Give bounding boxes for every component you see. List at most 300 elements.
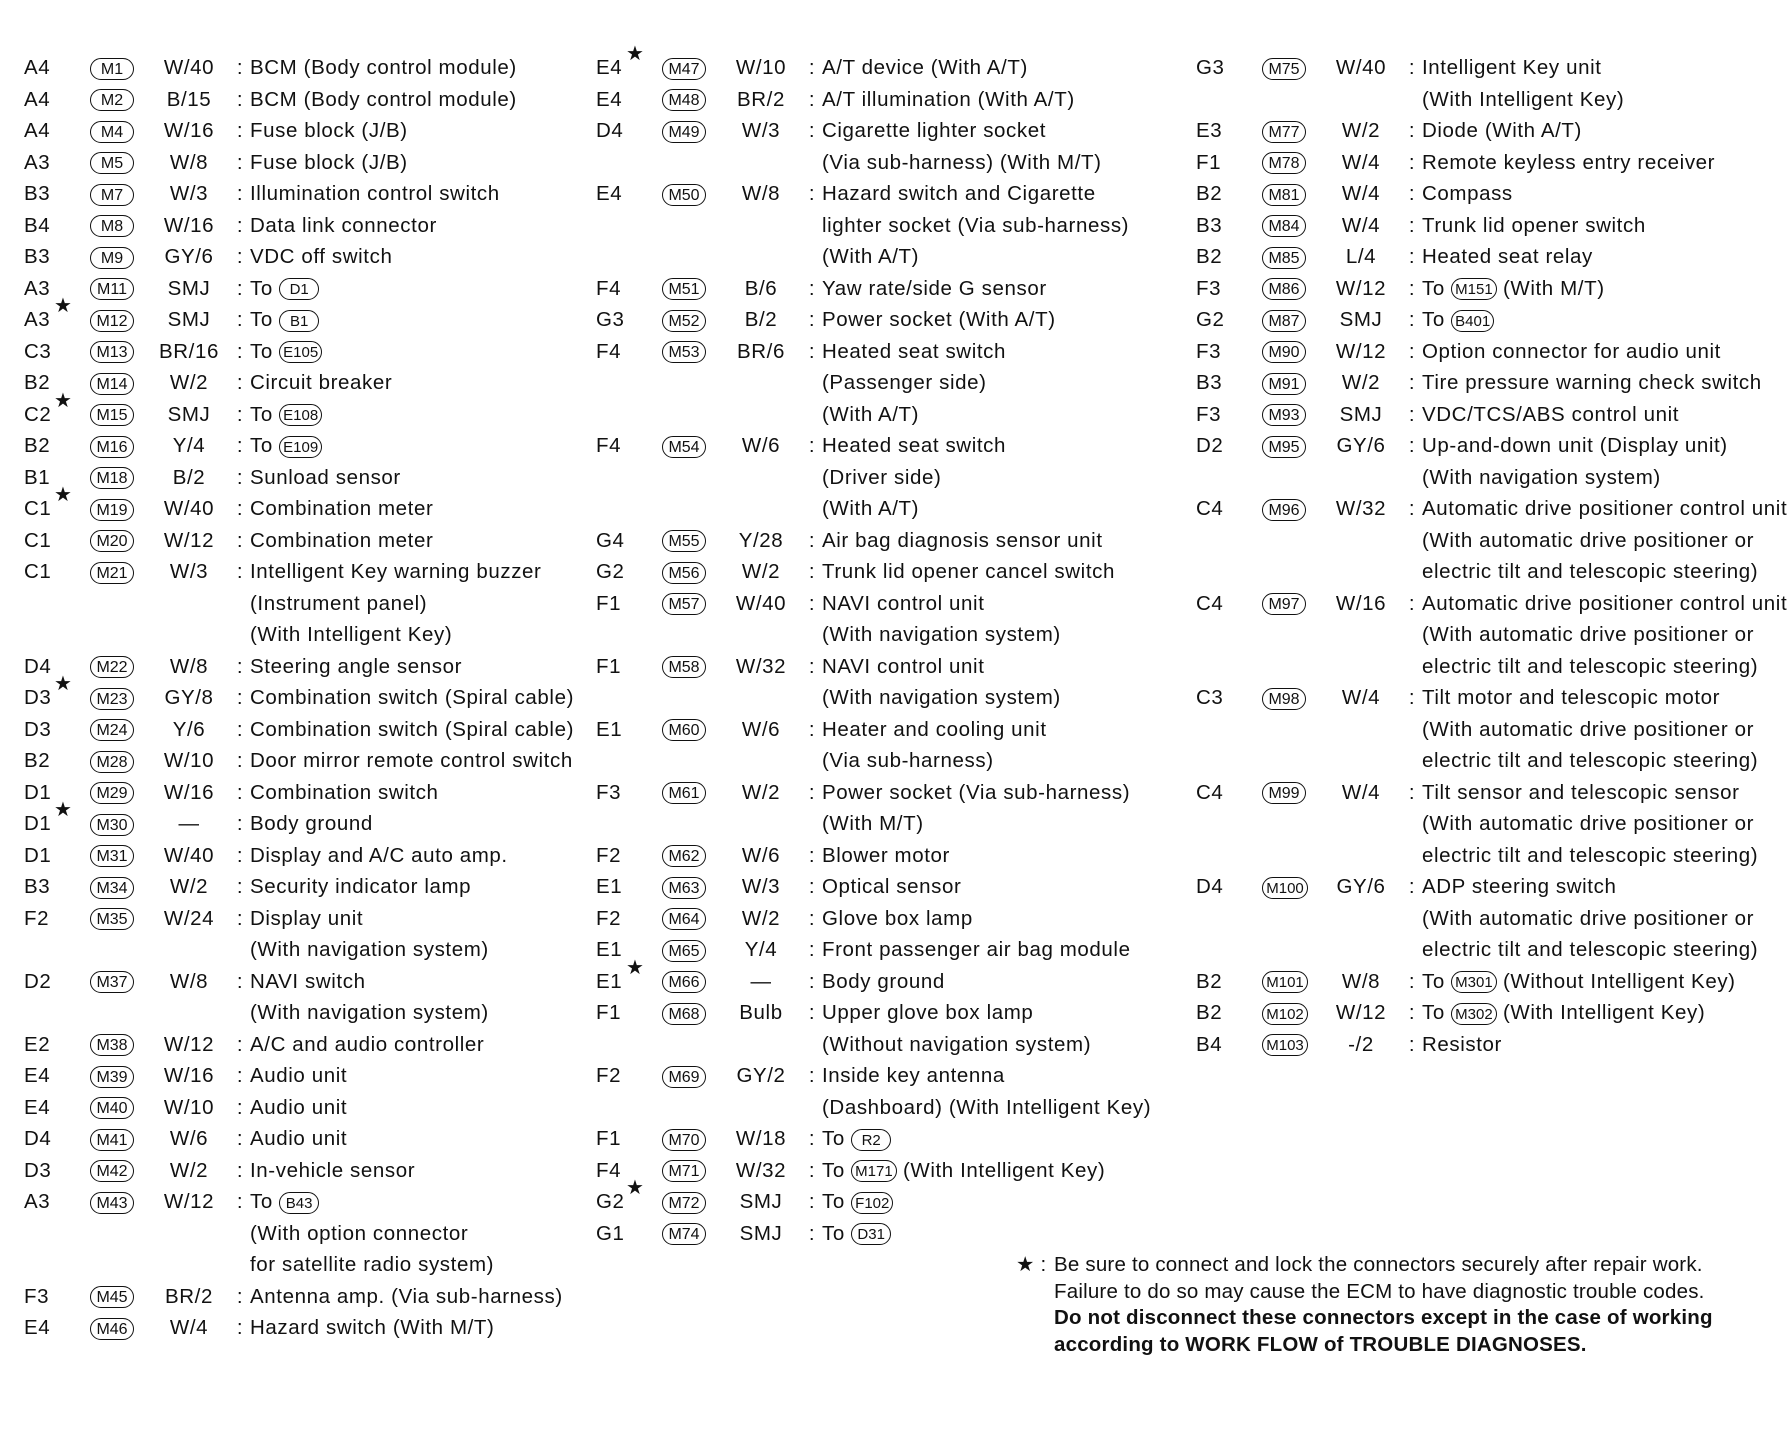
star-cell bbox=[64, 871, 90, 903]
connector-cell bbox=[90, 1092, 148, 1124]
star-cell bbox=[1236, 241, 1262, 273]
connector-number: M45 bbox=[90, 1286, 134, 1308]
description bbox=[250, 871, 584, 903]
description bbox=[250, 1092, 584, 1124]
star-cell bbox=[64, 1092, 90, 1124]
connector-number: M54 bbox=[662, 436, 706, 458]
target-connector: F102 bbox=[851, 1192, 893, 1214]
description-line: (With option connector bbox=[250, 1221, 469, 1245]
wire-spec: W/10 bbox=[163, 1095, 215, 1119]
description bbox=[250, 651, 584, 683]
description bbox=[822, 966, 1176, 998]
wire-spec: W/16 bbox=[163, 119, 215, 142]
description-line: To M301 (Without Intelligent Key) bbox=[1422, 969, 1736, 993]
description bbox=[822, 1060, 1176, 1123]
connector-number: M52 bbox=[662, 310, 706, 332]
wire-spec: W/4 bbox=[1341, 213, 1381, 237]
connector-entry bbox=[596, 1155, 1176, 1187]
wire-spec: SMJ bbox=[1339, 402, 1383, 426]
connector-entry bbox=[24, 1281, 584, 1313]
description bbox=[250, 1029, 584, 1061]
separator: : bbox=[808, 1190, 816, 1213]
connector-cell bbox=[1262, 304, 1320, 336]
star-cell bbox=[1236, 682, 1262, 777]
star-cell bbox=[1236, 430, 1262, 493]
description bbox=[1422, 178, 1786, 210]
connector-entry bbox=[24, 745, 584, 777]
wire-spec: W/6 bbox=[169, 1127, 209, 1150]
description bbox=[250, 1123, 584, 1155]
description-line: To E109 bbox=[250, 430, 584, 462]
description bbox=[250, 1186, 584, 1281]
connector-number: M12 bbox=[90, 310, 134, 332]
separator: : bbox=[1408, 591, 1416, 615]
separator: : bbox=[236, 182, 244, 205]
target-note: (Without Intelligent Key) bbox=[1496, 969, 1736, 993]
wire-spec: L/4 bbox=[1345, 245, 1377, 268]
star-cell bbox=[54, 295, 90, 336]
connector-entry bbox=[596, 556, 1176, 588]
star-cell bbox=[636, 525, 662, 557]
connector-entry bbox=[596, 84, 1176, 116]
description-line: In-vehicle sensor bbox=[250, 1158, 416, 1182]
separator: : bbox=[236, 1095, 244, 1119]
star-icon: ★ bbox=[626, 1177, 645, 1199]
wire-spec: SMJ bbox=[167, 276, 211, 300]
description-line: Hazard switch and Cigarette bbox=[822, 182, 1096, 205]
connector-cell bbox=[662, 178, 720, 273]
connector-list-column-3 bbox=[1196, 52, 1786, 1060]
description-line: Fuse block (J/B) bbox=[250, 150, 408, 174]
description bbox=[250, 430, 584, 462]
connector-cell bbox=[90, 966, 148, 1029]
connector-cell bbox=[90, 147, 148, 179]
connector-number: M47 bbox=[662, 58, 706, 80]
description bbox=[250, 115, 584, 147]
description-line: Display and A/C auto amp. bbox=[250, 843, 508, 867]
grid-location: F3 bbox=[1196, 276, 1222, 300]
connector-cell bbox=[90, 903, 148, 966]
description bbox=[822, 1123, 1176, 1155]
connector-entry bbox=[1196, 966, 1786, 998]
grid-location: F1 bbox=[596, 591, 622, 615]
connector-cell bbox=[662, 588, 720, 651]
description bbox=[250, 1155, 584, 1187]
target-connector: M171 bbox=[851, 1160, 897, 1182]
grid-location: A4 bbox=[24, 87, 51, 111]
grid-location: F3 bbox=[24, 1284, 50, 1308]
grid-location: G2 bbox=[596, 1190, 625, 1213]
target-connector: R2 bbox=[851, 1129, 891, 1151]
wire-spec: — bbox=[178, 812, 200, 835]
wire-spec: W/2 bbox=[169, 371, 209, 394]
description bbox=[250, 1312, 584, 1344]
connector-entry bbox=[24, 241, 584, 273]
separator: : bbox=[808, 1001, 816, 1024]
connector-cell bbox=[90, 714, 148, 746]
description-line: Combination meter bbox=[250, 528, 434, 552]
separator: : bbox=[236, 780, 244, 804]
grid-location: B2 bbox=[1196, 969, 1223, 993]
wire-spec: W/3 bbox=[741, 875, 781, 898]
grid-location: A3 bbox=[24, 150, 51, 174]
target-connector: D1 bbox=[279, 278, 319, 300]
description bbox=[822, 52, 1176, 84]
wire-spec: W/2 bbox=[741, 560, 781, 583]
separator: : bbox=[1408, 182, 1416, 205]
connector-number: M23 bbox=[90, 688, 134, 710]
star-cell bbox=[64, 178, 90, 210]
star-icon: ★ bbox=[54, 799, 73, 821]
connector-number: M97 bbox=[1262, 593, 1306, 615]
wire-spec: W/8 bbox=[1341, 969, 1381, 993]
description-line: Body ground bbox=[822, 969, 945, 993]
grid-location: B3 bbox=[1196, 213, 1223, 237]
star-cell bbox=[1236, 115, 1262, 147]
star-cell bbox=[636, 903, 662, 935]
separator: : bbox=[236, 1190, 244, 1213]
description-line: A/T device (With A/T) bbox=[822, 56, 1028, 79]
star-cell bbox=[636, 1218, 662, 1250]
grid-location: F4 bbox=[596, 434, 622, 457]
star-cell bbox=[64, 115, 90, 147]
wire-spec: W/12 bbox=[1335, 339, 1387, 363]
target-connector: D31 bbox=[851, 1223, 891, 1245]
description-line: Yaw rate/side G sensor bbox=[822, 276, 1047, 300]
description-line: (With automatic drive positioner or bbox=[1422, 623, 1755, 646]
wire-spec: W/4 bbox=[1341, 780, 1381, 804]
connector-number: M74 bbox=[662, 1223, 706, 1245]
star-cell bbox=[1236, 588, 1262, 683]
separator: : bbox=[1408, 1001, 1416, 1024]
separator: : bbox=[236, 812, 244, 835]
connector-entry bbox=[24, 1186, 584, 1281]
star-icon: ★ bbox=[54, 389, 73, 412]
connector-cell bbox=[90, 808, 148, 840]
description bbox=[250, 556, 584, 651]
description bbox=[1422, 304, 1786, 336]
separator: : bbox=[236, 465, 244, 489]
connector-entry bbox=[24, 840, 584, 872]
connector-entry bbox=[596, 178, 1176, 273]
connector-number: M19 bbox=[90, 499, 134, 521]
description bbox=[822, 714, 1176, 777]
separator: : bbox=[808, 56, 816, 79]
description-line: Audio unit bbox=[250, 1064, 348, 1087]
connector-cell bbox=[662, 1186, 720, 1218]
connector-number: M18 bbox=[90, 467, 134, 489]
star-cell bbox=[1236, 273, 1262, 305]
description-line: BCM (Body control module) bbox=[250, 56, 517, 79]
description-line: Intelligent Key unit bbox=[1422, 56, 1602, 79]
connector-cell bbox=[90, 1186, 148, 1281]
connector-entry bbox=[596, 336, 1176, 431]
grid-location: C3 bbox=[1196, 686, 1224, 709]
separator: : bbox=[236, 434, 244, 457]
grid-location: C1 bbox=[24, 528, 52, 552]
description-line: Illumination control switch bbox=[250, 182, 500, 205]
connector-cell bbox=[90, 1123, 148, 1155]
grid-location: D2 bbox=[24, 969, 52, 993]
star-cell bbox=[64, 241, 90, 273]
description bbox=[250, 493, 584, 525]
separator: : bbox=[1408, 434, 1416, 457]
connector-cell bbox=[1262, 966, 1320, 998]
description bbox=[1422, 966, 1786, 998]
description bbox=[1422, 210, 1786, 242]
star-cell bbox=[636, 84, 662, 116]
separator: : bbox=[236, 308, 244, 331]
connector-entry bbox=[1196, 304, 1786, 336]
description bbox=[250, 336, 584, 368]
separator: : bbox=[236, 497, 244, 520]
separator: : bbox=[808, 938, 816, 961]
description-line: Tilt motor and telescopic motor bbox=[1422, 686, 1721, 709]
connector-entry bbox=[596, 777, 1176, 840]
connector-cell bbox=[90, 745, 148, 777]
wire-spec: W/16 bbox=[163, 780, 215, 804]
wire-spec: BR/2 bbox=[737, 87, 785, 111]
connector-entry bbox=[596, 1177, 1176, 1218]
wire-spec: W/16 bbox=[1335, 591, 1387, 615]
star-icon: ★ bbox=[54, 673, 73, 695]
grid-location: E4 bbox=[24, 1064, 51, 1087]
grid-location: B4 bbox=[24, 213, 51, 237]
connector-entry bbox=[24, 1312, 584, 1344]
description-line: electric tilt and telescopic steering) bbox=[1422, 843, 1759, 867]
description-line: electric tilt and telescopic steering) bbox=[1422, 938, 1759, 961]
description bbox=[250, 304, 584, 336]
description-line: (Via sub-harness) (With M/T) bbox=[822, 150, 1102, 174]
connector-entry bbox=[596, 304, 1176, 336]
grid-location: F3 bbox=[1196, 402, 1222, 426]
connector-cell bbox=[90, 178, 148, 210]
target-connector: E109 bbox=[279, 436, 322, 458]
separator: : bbox=[236, 1127, 244, 1150]
separator: : bbox=[1408, 1032, 1416, 1056]
connector-number: M4 bbox=[90, 121, 134, 143]
star-cell bbox=[64, 52, 90, 84]
description bbox=[1422, 682, 1786, 777]
connector-entry bbox=[596, 1060, 1176, 1123]
description bbox=[250, 1281, 584, 1313]
separator: : bbox=[808, 780, 816, 804]
connector-number: M71 bbox=[662, 1160, 706, 1182]
separator: : bbox=[808, 87, 816, 111]
connector-cell bbox=[662, 934, 720, 966]
wire-spec: W/2 bbox=[1341, 371, 1381, 394]
star-note-text bbox=[1054, 1252, 1786, 1358]
connector-cell bbox=[90, 367, 148, 399]
connector-entry bbox=[596, 588, 1176, 651]
grid-location: C1 bbox=[24, 497, 52, 520]
description-line: Body ground bbox=[250, 812, 373, 835]
wire-spec: Y/4 bbox=[172, 434, 206, 457]
description bbox=[250, 367, 584, 399]
star-cell bbox=[1236, 52, 1262, 115]
connector-number: M58 bbox=[662, 656, 706, 678]
star-cell bbox=[626, 956, 662, 998]
description-line: Data link connector bbox=[250, 213, 437, 237]
description-line: A/C and audio controller bbox=[250, 1032, 485, 1056]
wire-spec: SMJ bbox=[1339, 308, 1383, 331]
connector-cell bbox=[90, 210, 148, 242]
connector-cell bbox=[662, 777, 720, 840]
description-line: Compass bbox=[1422, 182, 1513, 205]
connector-number: M5 bbox=[90, 152, 134, 174]
description-line: (With automatic drive positioner or bbox=[1422, 812, 1755, 835]
connector-cell bbox=[1262, 115, 1320, 147]
separator: : bbox=[808, 654, 816, 678]
connector-cell bbox=[90, 840, 148, 872]
connector-entry bbox=[596, 273, 1176, 305]
wire-spec: W/4 bbox=[1341, 182, 1381, 205]
wire-spec: W/40 bbox=[735, 591, 787, 615]
star-cell bbox=[636, 651, 662, 714]
grid-location: E1 bbox=[596, 969, 623, 993]
separator: : bbox=[808, 843, 816, 867]
grid-location: D3 bbox=[24, 717, 52, 741]
grid-location: E1 bbox=[596, 875, 623, 898]
connector-cell bbox=[90, 493, 148, 525]
grid-location: B2 bbox=[1196, 245, 1223, 268]
description-line: Circuit breaker bbox=[250, 371, 393, 394]
wire-spec: W/8 bbox=[169, 654, 209, 678]
description-line: (Instrument panel) bbox=[250, 591, 428, 615]
connector-cell bbox=[1262, 871, 1320, 966]
separator: : bbox=[808, 1127, 816, 1150]
description-line: (With Intelligent Key) bbox=[1422, 87, 1625, 111]
connector-number: M102 bbox=[1262, 1003, 1308, 1025]
separator: : bbox=[236, 213, 244, 237]
connector-entry bbox=[1196, 997, 1786, 1029]
connector-number: M21 bbox=[90, 562, 134, 584]
connector-cell bbox=[1262, 241, 1320, 273]
star-cell bbox=[636, 871, 662, 903]
connector-number: M35 bbox=[90, 908, 134, 930]
description-line: (With navigation system) bbox=[822, 686, 1061, 709]
description bbox=[1422, 115, 1786, 147]
connector-cell bbox=[90, 525, 148, 557]
connector-entry bbox=[596, 934, 1176, 966]
star-footnote bbox=[1016, 1252, 1786, 1358]
description-line: (With navigation system) bbox=[250, 938, 489, 961]
connector-number: M9 bbox=[90, 247, 134, 269]
connector-cell bbox=[662, 714, 720, 777]
connector-number: M93 bbox=[1262, 404, 1306, 426]
separator: : bbox=[1408, 245, 1416, 268]
note-line: Be sure to connect and lock the connectors securely after repair work. bbox=[1054, 1253, 1703, 1276]
separator: : bbox=[236, 686, 244, 709]
star-cell bbox=[64, 556, 90, 651]
connector-number: M15 bbox=[90, 404, 134, 426]
grid-location: E1 bbox=[596, 717, 623, 741]
description bbox=[250, 399, 584, 431]
connector-number: M1 bbox=[90, 58, 134, 80]
connector-number: M78 bbox=[1262, 152, 1306, 174]
description bbox=[250, 745, 584, 777]
description-line: Blower motor bbox=[822, 843, 950, 867]
grid-location: B3 bbox=[1196, 371, 1223, 394]
description-line: electric tilt and telescopic steering) bbox=[1422, 749, 1759, 772]
wire-spec: W/10 bbox=[735, 56, 787, 79]
wire-spec: W/16 bbox=[163, 213, 215, 237]
connector-entry bbox=[1196, 430, 1786, 493]
description-line: Intelligent Key warning buzzer bbox=[250, 560, 542, 583]
grid-location: B2 bbox=[1196, 182, 1223, 205]
grid-location: D1 bbox=[24, 843, 52, 867]
connector-entry bbox=[1196, 682, 1786, 777]
wire-spec: W/4 bbox=[1341, 686, 1381, 709]
wire-spec: — bbox=[750, 969, 772, 993]
grid-location: G2 bbox=[1196, 308, 1225, 331]
separator: : bbox=[1408, 497, 1416, 520]
target-connector: E108 bbox=[279, 404, 322, 426]
separator: : bbox=[1408, 56, 1416, 79]
grid-location: F2 bbox=[596, 1064, 622, 1087]
connector-number: M50 bbox=[662, 184, 706, 206]
connector-cell bbox=[90, 273, 148, 305]
star-cell bbox=[636, 997, 662, 1060]
separator: : bbox=[236, 1316, 244, 1339]
description bbox=[822, 997, 1176, 1060]
grid-location: F3 bbox=[1196, 339, 1222, 363]
connector-entry bbox=[596, 956, 1176, 998]
connector-number: M66 bbox=[662, 971, 706, 993]
star-cell bbox=[636, 777, 662, 840]
connector-number: M77 bbox=[1262, 121, 1306, 143]
description-line: To R2 bbox=[822, 1123, 1176, 1155]
description-line: To D31 bbox=[822, 1218, 1176, 1250]
wire-spec: BR/16 bbox=[159, 339, 219, 363]
connector-entry bbox=[24, 336, 584, 368]
wire-spec: GY/8 bbox=[164, 686, 214, 709]
description bbox=[822, 525, 1176, 557]
grid-location: E2 bbox=[24, 1032, 51, 1056]
separator: : bbox=[1408, 875, 1416, 898]
connector-number: M31 bbox=[90, 845, 134, 867]
description-line: Audio unit bbox=[250, 1127, 348, 1150]
star-cell bbox=[636, 588, 662, 651]
grid-location: B2 bbox=[1196, 1001, 1223, 1024]
description-line: (With navigation system) bbox=[1422, 465, 1661, 489]
wire-spec: W/40 bbox=[163, 497, 215, 520]
connector-list-column-2 bbox=[596, 43, 1176, 1249]
separator: : bbox=[236, 875, 244, 898]
connector-number: M55 bbox=[662, 530, 706, 552]
grid-location: A4 bbox=[24, 119, 51, 142]
grid-location: F1 bbox=[596, 654, 622, 678]
connector-entry bbox=[24, 484, 584, 525]
connector-cell bbox=[662, 115, 720, 178]
grid-location: D1 bbox=[24, 780, 52, 804]
description bbox=[822, 651, 1176, 714]
wire-spec: W/2 bbox=[741, 906, 781, 930]
grid-location: C4 bbox=[1196, 591, 1224, 615]
grid-location: D4 bbox=[24, 1127, 52, 1150]
description-line: VDC/TCS/ABS control unit bbox=[1422, 402, 1680, 426]
star-cell bbox=[64, 714, 90, 746]
connector-entry bbox=[24, 714, 584, 746]
connector-cell bbox=[1262, 588, 1320, 683]
connector-entry bbox=[24, 966, 584, 1029]
connector-cell bbox=[662, 903, 720, 935]
description bbox=[1422, 588, 1787, 683]
connector-entry bbox=[24, 525, 584, 557]
grid-location: G1 bbox=[596, 1221, 625, 1245]
grid-location: G4 bbox=[596, 528, 625, 552]
connector-cell bbox=[1262, 178, 1320, 210]
